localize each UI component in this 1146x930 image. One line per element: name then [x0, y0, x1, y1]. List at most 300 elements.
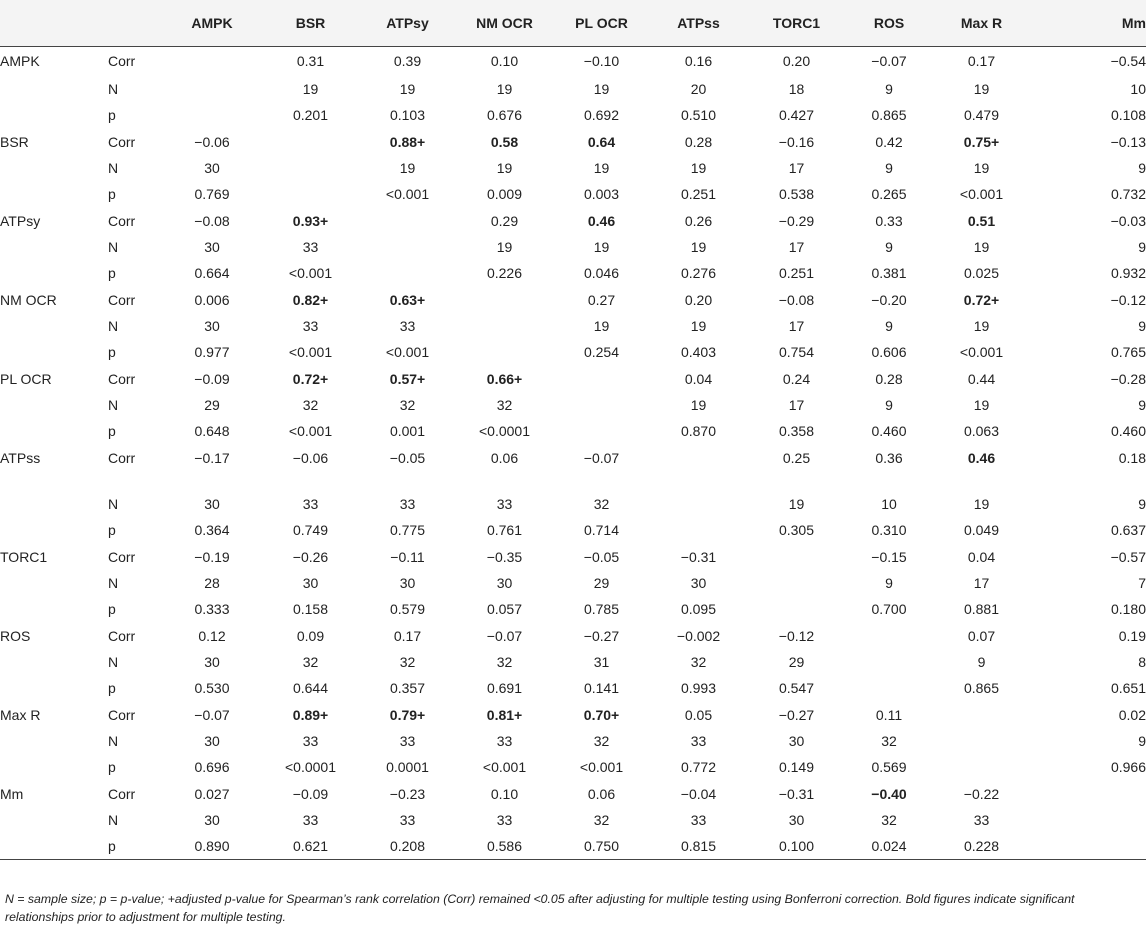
value-cell: 33	[496, 812, 513, 829]
row-spacer	[0, 471, 1146, 491]
value-cell: 0.158	[292, 601, 329, 618]
value-cell: <0.0001	[285, 759, 336, 776]
value-cell: 0.460	[1110, 423, 1146, 440]
value-cell: <0.0001	[479, 423, 530, 440]
column-header: AMPK	[162, 0, 262, 46]
table-row	[0, 46, 1146, 76]
table-row	[0, 754, 1146, 780]
value-cell	[553, 392, 650, 418]
value-cell: 19	[399, 160, 416, 177]
value-cell: 0.251	[778, 265, 815, 282]
value-cell: 0.479	[963, 107, 1000, 124]
table-row	[0, 544, 1146, 570]
value-cell: −0.26	[292, 548, 329, 565]
value-cell: 0.103	[389, 107, 426, 124]
value-cell: 32	[399, 654, 416, 671]
row-statistic-label: p	[108, 186, 116, 203]
row-variable-label	[0, 491, 108, 517]
row-variable-label	[0, 807, 108, 833]
value-cell: −0.35	[486, 548, 523, 565]
table-row	[0, 339, 1146, 365]
value-cell: 0.04	[967, 548, 996, 565]
value-cell: −0.15	[871, 548, 907, 565]
header-row	[0, 0, 1146, 46]
value-cell: −0.22	[963, 785, 1000, 802]
value-cell: 33	[690, 733, 707, 750]
value-cell: 0.201	[292, 107, 329, 124]
value-cell: 0.46	[587, 212, 616, 229]
row-statistic-label: N	[108, 239, 119, 256]
value-cell: 33	[399, 733, 416, 750]
value-cell: 0.36	[875, 449, 903, 466]
value-cell: 30	[788, 733, 805, 750]
value-cell: −0.07	[583, 449, 620, 466]
value-cell: 17	[788, 397, 805, 414]
value-cell: 0.890	[162, 833, 262, 859]
value-cell: −0.03	[1110, 212, 1146, 229]
table-row	[0, 155, 1146, 181]
value-cell: 0.58	[490, 133, 519, 150]
row-variable-label	[0, 675, 108, 701]
value-cell: 0.39	[393, 53, 422, 70]
value-cell: 0.692	[583, 107, 620, 124]
value-cell	[932, 702, 1031, 728]
row-variable-label	[0, 754, 108, 780]
table-row	[0, 313, 1146, 339]
value-cell: 0.25	[782, 449, 811, 466]
value-cell	[162, 102, 262, 128]
value-cell: 0.75+	[963, 133, 1000, 150]
value-cell: 0.057	[486, 601, 523, 618]
column-header: ATPss	[650, 0, 747, 46]
value-cell: 0.046	[583, 265, 620, 282]
value-cell: 19	[690, 318, 707, 335]
value-cell	[1031, 781, 1146, 807]
value-cell: 0.749	[292, 522, 329, 539]
column-header: BSR	[262, 0, 359, 46]
value-cell: 0.28	[684, 133, 713, 150]
value-cell: 0.648	[194, 423, 230, 440]
value-cell: 32	[496, 397, 513, 414]
row-statistic-label: N	[108, 81, 119, 98]
value-cell: 0.24	[782, 370, 811, 387]
value-cell: 0.70+	[583, 706, 620, 723]
value-cell	[650, 445, 747, 471]
value-cell: 0.100	[747, 833, 846, 859]
value-cell	[1031, 807, 1146, 833]
value-cell: 19	[496, 81, 513, 98]
value-cell: 30	[690, 575, 707, 592]
value-cell: −0.08	[778, 291, 815, 308]
value-cell: 29	[204, 397, 220, 414]
value-cell: 0.637	[1110, 522, 1146, 539]
value-cell: 0.27	[587, 291, 616, 308]
value-cell	[747, 570, 846, 596]
value-cell: 0.024	[846, 833, 932, 859]
value-cell: −0.07	[871, 53, 907, 70]
value-cell: 0.333	[194, 601, 230, 618]
value-cell: 0.10	[490, 785, 519, 802]
value-cell: −0.06	[194, 133, 230, 150]
value-cell: 0.003	[583, 186, 620, 203]
table-row	[0, 833, 1146, 859]
table-row	[0, 234, 1146, 260]
value-cell: <0.001	[288, 265, 333, 282]
value-cell: 0.05	[684, 706, 713, 723]
value-cell: 0.305	[778, 522, 815, 539]
value-cell: 0.06	[587, 785, 616, 802]
row-statistic-label: Corr	[108, 212, 136, 229]
value-cell: 33	[302, 318, 319, 335]
row-variable-label	[0, 596, 108, 622]
value-cell	[932, 754, 1031, 780]
value-cell: 19	[973, 318, 990, 335]
value-cell: 0.276	[680, 265, 717, 282]
row-statistic-label: N	[108, 496, 119, 513]
value-cell: −0.54	[1110, 53, 1146, 70]
value-cell: 9	[977, 654, 986, 671]
value-cell: 19	[973, 397, 990, 414]
value-cell: 0.785	[583, 601, 620, 618]
table-row	[0, 208, 1146, 234]
value-cell: 0.12	[198, 627, 226, 644]
value-cell: 0.932	[1110, 265, 1146, 282]
value-cell: −0.09	[194, 370, 230, 387]
table-row	[0, 596, 1146, 622]
row-statistic-label: Corr	[108, 785, 136, 802]
value-cell: 0.88+	[389, 133, 426, 150]
value-cell: 0.547	[778, 680, 815, 697]
value-cell: 30	[204, 654, 220, 671]
value-cell: 9	[1138, 733, 1146, 750]
value-cell: 19	[690, 397, 707, 414]
value-cell: 19	[973, 496, 990, 513]
value-cell: 19	[399, 81, 416, 98]
value-cell: −0.28	[1110, 370, 1146, 387]
row-variable-label	[0, 418, 108, 444]
row-variable-label: TORC1	[0, 548, 48, 565]
value-cell: 0.579	[389, 601, 426, 618]
value-cell: 10	[881, 496, 897, 513]
value-cell	[650, 491, 747, 517]
value-cell: 0.04	[684, 370, 713, 387]
value-cell: 0.993	[680, 680, 717, 697]
value-cell: 0.049	[963, 522, 1000, 539]
value-cell: 0.09	[296, 627, 325, 644]
value-cell: 30	[204, 496, 220, 513]
row-variable-label: PL OCR	[0, 370, 52, 387]
column-header: ROS	[846, 0, 932, 46]
value-cell: 33	[302, 733, 319, 750]
value-cell: 0.251	[680, 186, 717, 203]
value-cell: 0.865	[963, 680, 1000, 697]
header-blank-cell	[108, 0, 162, 46]
value-cell: 0.510	[680, 107, 717, 124]
value-cell: 19	[690, 160, 707, 177]
value-cell: 32	[690, 654, 707, 671]
value-cell: 18	[788, 81, 805, 98]
value-cell: 17	[788, 160, 805, 177]
value-cell	[747, 544, 846, 570]
table-row	[0, 102, 1146, 128]
value-cell: 0.364	[194, 522, 230, 539]
value-cell: 32	[593, 812, 610, 829]
row-statistic-label: p	[108, 423, 116, 440]
value-cell: 30	[399, 575, 416, 592]
row-statistic-label: Corr	[108, 133, 136, 150]
value-cell: −0.05	[389, 449, 426, 466]
value-cell: 0.750	[553, 833, 650, 859]
value-cell: 0.063	[963, 423, 1000, 440]
value-cell: 0.644	[292, 680, 329, 697]
value-cell: 33	[973, 812, 990, 829]
row-variable-label	[0, 234, 108, 260]
table-body	[0, 46, 1146, 860]
table-row	[0, 649, 1146, 675]
row-statistic-label: p	[108, 833, 162, 859]
row-statistic-label: N	[108, 654, 119, 671]
value-cell: −0.11	[390, 548, 425, 565]
value-cell: −0.12	[1110, 291, 1146, 308]
table-row	[0, 728, 1146, 754]
value-cell: 9	[885, 81, 893, 98]
value-cell: −0.40	[871, 785, 907, 802]
table-row	[0, 366, 1146, 392]
value-cell: 33	[496, 733, 513, 750]
row-statistic-label: p	[108, 107, 116, 124]
value-cell: 0.001	[389, 423, 426, 440]
value-cell: 9	[1138, 397, 1146, 414]
column-header: ATPsy	[359, 0, 456, 46]
value-cell: 0.10	[490, 53, 519, 70]
value-cell: 0.228	[932, 833, 1031, 859]
value-cell	[456, 287, 553, 313]
value-cell: 0.696	[194, 759, 230, 776]
table-footnote: N = sample size; p = p-value; +adjusted p-value for Spearman’s rank correlation (Corr) remained <0.05 after adjusting for multiple testing using Bonferroni correction. Bold figures indicate significant relationships prior to adjustment for multiple testing.	[5, 892, 1075, 924]
value-cell: 30	[302, 575, 319, 592]
table-row	[0, 702, 1146, 728]
value-cell: −0.002	[676, 627, 721, 644]
value-cell: 19	[973, 239, 990, 256]
value-cell: 9	[1138, 496, 1146, 513]
row-variable-label	[0, 260, 108, 286]
row-statistic-label: Corr	[108, 291, 136, 308]
value-cell: <0.001	[482, 759, 527, 776]
value-cell: 0.81+	[486, 706, 523, 723]
value-cell: 33	[399, 496, 416, 513]
value-cell: 0.606	[871, 344, 907, 361]
value-cell: 19	[496, 239, 513, 256]
row-statistic-label: Corr	[108, 627, 136, 644]
value-cell: 0.865	[871, 107, 907, 124]
value-cell: 33	[399, 318, 416, 335]
value-cell: −0.09	[292, 785, 329, 802]
value-cell: 9	[1138, 318, 1146, 335]
row-variable-label	[0, 728, 108, 754]
value-cell: 0.29	[490, 212, 519, 229]
value-cell: 0.31	[296, 53, 325, 70]
row-statistic-label: p	[108, 522, 116, 539]
value-cell: 0.66+	[486, 370, 523, 387]
row-statistic-label: Corr	[108, 449, 136, 466]
value-cell: 0.17	[967, 53, 996, 70]
row-statistic-label: N	[108, 397, 119, 414]
value-cell: 7	[1138, 575, 1146, 592]
value-cell: 0.28	[875, 370, 903, 387]
value-cell: 33	[690, 812, 707, 829]
value-cell: −0.13	[1110, 133, 1146, 150]
table-row	[0, 623, 1146, 649]
row-statistic-label: Corr	[108, 706, 136, 723]
value-cell: 0.79+	[389, 706, 426, 723]
value-cell	[456, 339, 553, 365]
value-cell: 8	[1138, 654, 1146, 671]
row-variable-label	[0, 76, 108, 102]
value-cell: 0.17	[393, 627, 422, 644]
row-variable-label	[0, 517, 108, 543]
value-cell: 0.754	[778, 344, 815, 361]
value-cell: −0.12	[778, 627, 815, 644]
value-cell: 19	[973, 160, 990, 177]
value-cell: 0.44	[967, 370, 996, 387]
value-cell: 0.20	[782, 53, 811, 70]
value-cell	[162, 76, 262, 102]
value-cell: 19	[973, 81, 990, 98]
value-cell: 19	[593, 160, 610, 177]
value-cell: <0.001	[288, 344, 333, 361]
value-cell: 0.63+	[389, 291, 426, 308]
table-row	[0, 781, 1146, 807]
value-cell: 0.765	[1110, 344, 1146, 361]
row-statistic-label: Corr	[108, 53, 136, 70]
value-cell: 10	[1130, 81, 1146, 98]
value-cell: 0.226	[486, 265, 523, 282]
row-variable-label: Max R	[0, 706, 41, 723]
value-cell: −0.19	[194, 548, 230, 565]
value-cell: 0.586	[456, 833, 553, 859]
value-cell	[262, 181, 359, 207]
value-cell: 32	[302, 397, 319, 414]
column-header: PL OCR	[553, 0, 650, 46]
row-statistic-label: N	[108, 160, 119, 177]
value-cell: 32	[399, 397, 416, 414]
value-cell: 9	[885, 160, 893, 177]
value-cell: 0.664	[194, 265, 230, 282]
table-row	[0, 260, 1146, 286]
value-cell: 17	[788, 318, 805, 335]
value-cell: 0.027	[194, 785, 230, 802]
row-statistic-label: Corr	[108, 548, 136, 565]
value-cell: 19	[593, 318, 610, 335]
value-cell: 0.72+	[292, 370, 329, 387]
value-cell	[553, 366, 650, 392]
value-cell: 0.460	[871, 423, 907, 440]
value-cell	[162, 46, 262, 76]
value-cell: 19	[690, 239, 707, 256]
value-cell: 0.815	[650, 833, 747, 859]
value-cell: 30	[204, 733, 220, 750]
value-cell: −0.08	[194, 212, 230, 229]
value-cell: 32	[881, 733, 897, 750]
value-cell	[553, 418, 650, 444]
value-cell: 0.11	[875, 706, 903, 723]
value-cell: 32	[593, 733, 610, 750]
value-cell: 0.530	[194, 680, 230, 697]
row-variable-label	[0, 570, 108, 596]
value-cell: 0.538	[778, 186, 815, 203]
value-cell: 0.714	[583, 522, 620, 539]
value-cell	[359, 208, 456, 234]
column-header: TORC1	[747, 0, 846, 46]
value-cell: 20	[690, 81, 707, 98]
value-cell: 0.870	[680, 423, 717, 440]
value-cell: 0.358	[778, 423, 815, 440]
value-cell: <0.001	[959, 344, 1004, 361]
value-cell: 0.357	[389, 680, 426, 697]
value-cell: 0.51	[967, 212, 996, 229]
value-cell: 30	[204, 812, 220, 829]
value-cell: 0.427	[778, 107, 815, 124]
value-cell: 0.108	[1110, 107, 1146, 124]
value-cell: 0.42	[875, 133, 903, 150]
value-cell: 0.265	[871, 186, 907, 203]
value-cell: 0.16	[684, 53, 713, 70]
value-cell: 0.769	[194, 186, 230, 203]
value-cell: 0.208	[359, 833, 456, 859]
value-cell: 32	[593, 496, 610, 513]
value-cell: −0.10	[583, 53, 620, 70]
row-statistic-label: p	[108, 680, 116, 697]
value-cell: 0.07	[967, 627, 996, 644]
table-row	[0, 76, 1146, 102]
value-cell	[846, 675, 932, 701]
value-cell: 0.775	[389, 522, 426, 539]
table-row	[0, 287, 1146, 313]
value-cell: 30	[496, 575, 513, 592]
row-variable-label	[0, 649, 108, 675]
value-cell	[1031, 833, 1146, 859]
table-row	[0, 181, 1146, 207]
value-cell: 9	[1138, 239, 1146, 256]
value-cell	[846, 649, 932, 675]
value-cell: 0.761	[486, 522, 523, 539]
value-cell: 0.006	[194, 291, 230, 308]
value-cell: 0.691	[486, 680, 523, 697]
row-statistic-label: p	[108, 344, 116, 361]
value-cell: <0.001	[579, 759, 624, 776]
row-variable-label	[0, 313, 108, 339]
value-cell	[262, 155, 359, 181]
value-cell: −0.04	[680, 785, 717, 802]
value-cell: 0.33	[875, 212, 903, 229]
row-variable-label	[0, 339, 108, 365]
value-cell: 0.009	[486, 186, 523, 203]
value-cell: −0.20	[871, 291, 907, 308]
value-cell: 30	[788, 812, 805, 829]
value-cell: <0.001	[385, 186, 430, 203]
value-cell: −0.23	[389, 785, 426, 802]
value-cell: 0.19	[1118, 627, 1146, 644]
column-header: Max R	[932, 0, 1031, 46]
row-statistic-label: p	[108, 265, 116, 282]
value-cell: 29	[788, 654, 805, 671]
value-cell: 0.180	[1110, 601, 1146, 618]
value-cell: 0.57+	[389, 370, 426, 387]
value-cell: −0.27	[778, 706, 815, 723]
value-cell: 0.676	[486, 107, 523, 124]
value-cell: 0.82+	[292, 291, 329, 308]
table-row	[0, 675, 1146, 701]
